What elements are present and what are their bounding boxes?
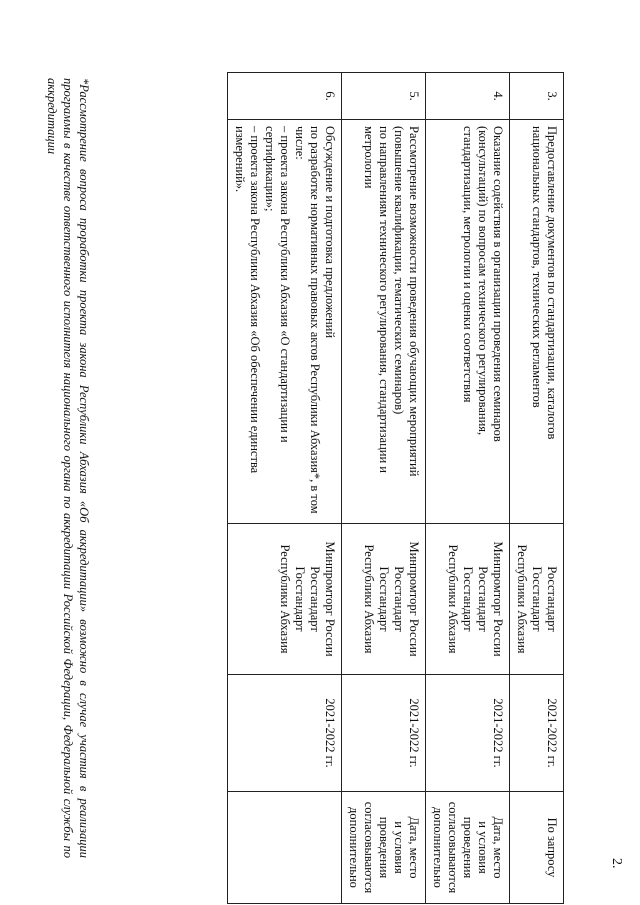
- task-cell-line: Обсуждение и подготовка предложений: [323, 126, 337, 339]
- responsible-cell-line: Росстандарт: [476, 566, 490, 632]
- table-row: [228, 73, 342, 904]
- task-cell-line: Оказание содействия в организации проведения семинаров (консультаций) по вопросам технического регулирования, стандартизации, метрологии и оценки соответствия: [461, 126, 505, 442]
- responsible-cell-line: Госстандарт: [293, 566, 307, 632]
- task-cell-line: – проекта закона Республики Абхазия «Об обеспечении единства измерений».: [233, 126, 262, 474]
- responsible-cell-line: Росстандарт: [545, 566, 559, 632]
- note-cell-line: дополнительно: [431, 807, 445, 888]
- task-cell-line: Рассмотрение возможности проведения обучающих мероприятий: [407, 126, 421, 477]
- row-number: 5.: [342, 73, 426, 120]
- row-number: 3.: [510, 73, 564, 120]
- row-number: 6.: [228, 73, 342, 120]
- page-number: 2.: [609, 858, 624, 869]
- note-cell: [342, 792, 426, 904]
- task-cell: [510, 120, 564, 524]
- period-cell: 2021-2022 гг.: [342, 675, 426, 792]
- responsible-cell-line: Минпромторг России: [323, 541, 337, 657]
- footnote: *Рассмотрение вопроса проработки проекта закона Республики Абхазия «Об аккредитации» возможно в случае участия в реализации программы в качестве ответственного исполнителя национального органа по аккредитации Российской Федерации, Федеральной службы по аккредитации: [45, 78, 91, 858]
- note-cell-line: По запросу: [545, 817, 559, 878]
- responsible-cell-line: Республики Абхазия: [515, 544, 529, 654]
- row-number: 4.: [426, 73, 510, 120]
- table-row: [426, 73, 510, 904]
- note-cell: [228, 792, 342, 904]
- responsible-cell-line: Госстандарт: [377, 566, 391, 632]
- period-cell: 2021-2022 гг.: [426, 675, 510, 792]
- note-cell-line: проведения: [461, 816, 475, 879]
- task-cell: [342, 120, 426, 524]
- note-cell: [426, 792, 510, 904]
- table-row: [510, 73, 564, 904]
- task-cell-line: – проекта закона Республики Абхазия «О стандартизации и сертификации»;: [263, 126, 292, 443]
- table-row: [342, 73, 426, 904]
- responsible-cell-line: Минпромторг России: [491, 541, 505, 657]
- note-cell-line: проведения: [377, 816, 391, 879]
- responsible-cell-line: Госстандарт: [530, 566, 544, 632]
- responsible-cell-line: Республики Абхазия: [278, 544, 292, 654]
- responsible-cell-line: Росстандарт: [392, 566, 406, 632]
- responsible-cell: [426, 524, 510, 675]
- period-cell: 2021-2022 гг.: [228, 675, 342, 792]
- responsible-cell-line: Росстандарт: [308, 566, 322, 632]
- task-cell: [228, 120, 342, 524]
- period-cell: 2021-2022 гг.: [510, 675, 564, 792]
- note-cell-line: согласовываются: [362, 801, 376, 894]
- responsible-cell: [228, 524, 342, 675]
- program-table: [227, 72, 564, 904]
- task-cell-line: Предоставление документов по стандартизации, каталогов национальных стандартов, технических регламентов: [530, 126, 559, 440]
- responsible-cell-line: Республики Абхазия: [446, 544, 460, 654]
- note-cell-line: Дата, место: [491, 816, 505, 879]
- task-cell: [426, 120, 510, 524]
- note-cell-line: согласовываются: [446, 801, 460, 894]
- responsible-cell-line: Республики Абхазия: [362, 544, 376, 654]
- responsible-cell: [510, 524, 564, 675]
- responsible-cell: [342, 524, 426, 675]
- note-cell-line: Дата, место: [407, 816, 421, 879]
- task-cell-line: (повышение квалификации, тематических семинаров): [392, 126, 406, 415]
- responsible-cell-line: Госстандарт: [461, 566, 475, 632]
- note-cell: [510, 792, 564, 904]
- note-cell-line: и условия: [392, 821, 406, 874]
- note-cell-line: дополнительно: [347, 807, 361, 888]
- note-cell-line: и условия: [476, 821, 490, 874]
- task-cell-line: по разработке нормативных правовых актов Республики Абхазия*, в том числе:: [293, 126, 322, 514]
- responsible-cell-line: Минпромторг России: [407, 541, 421, 657]
- task-cell-line: по направлениям технического регулирования, стандартизации и метрологии: [362, 126, 391, 473]
